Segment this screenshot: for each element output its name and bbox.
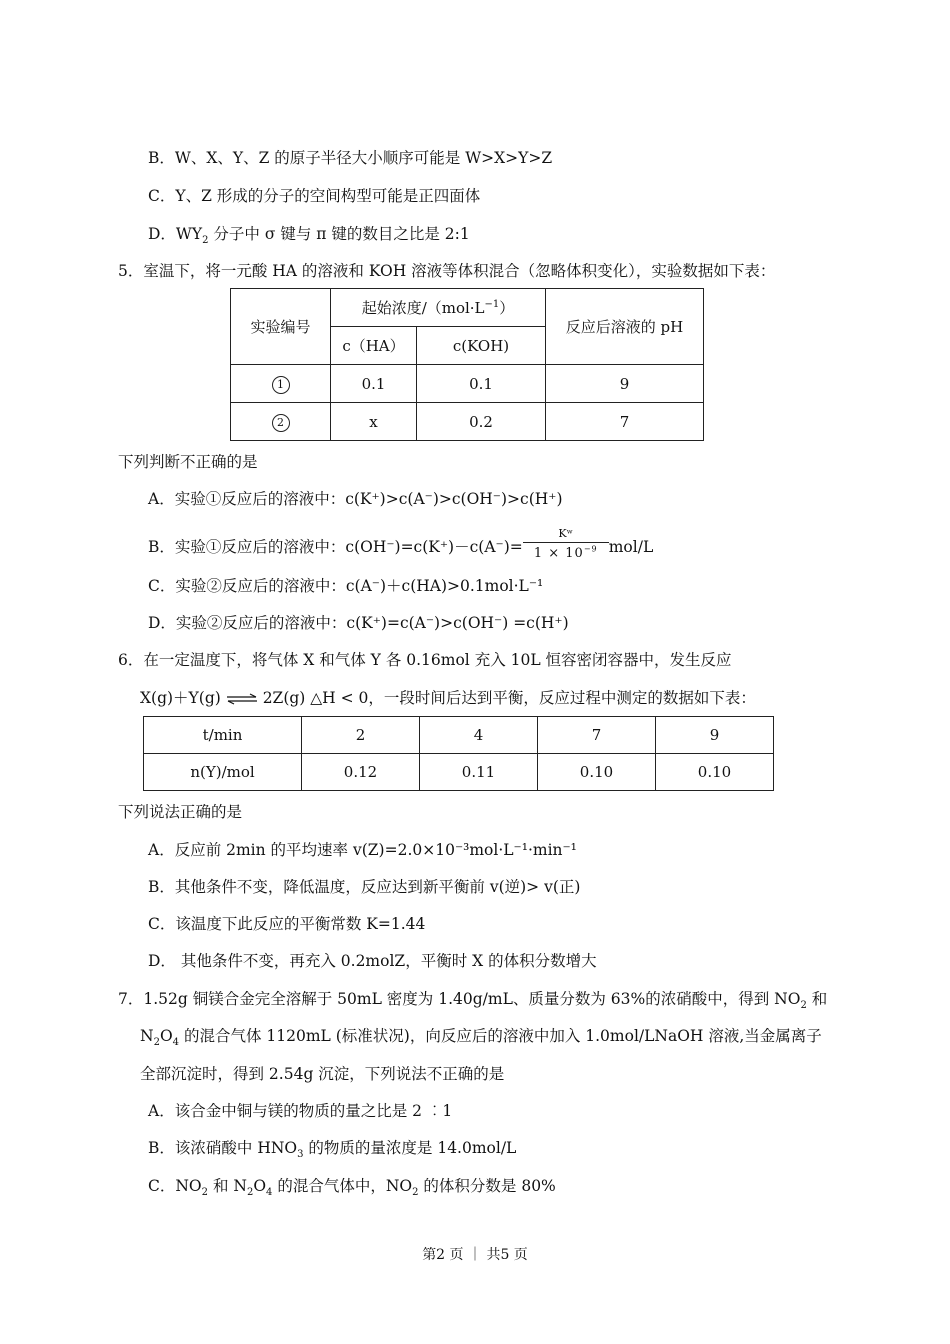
q7-option-c — [148, 1176, 556, 1199]
q7-c-text: O — [253, 1177, 267, 1195]
q6-option-b: B．其他条件不变，降低温度，反应达到新平衡前 v(逆)> v(正) — [148, 878, 581, 896]
q4-option-b: B．W、X、Y、Z 的原子半径大小顺序可能是 W>X>Y>Z — [148, 149, 553, 167]
q7-text: N — [140, 1027, 154, 1045]
q6-ny-cell: 0.10 — [656, 754, 774, 791]
q7-text: O — [159, 1027, 173, 1045]
q5-option-d: D．实验②反应后的溶液中：c(K⁺)=c(A⁻)>c(OH⁻) =c(H⁺) — [148, 614, 569, 632]
q4-d-text: D．WY — [148, 225, 203, 243]
q7-stem-line2 — [140, 1026, 822, 1049]
circled-number: 2 — [272, 414, 290, 432]
q6-time-cell: 4 — [420, 717, 538, 754]
q6-equation — [140, 688, 756, 708]
q5-row2-id — [231, 403, 331, 441]
fraction-numerator: Kʷ — [558, 527, 574, 540]
q6-ny-cell: 0.12 — [302, 754, 420, 791]
q6-ny-cell: 0.10 — [538, 754, 656, 791]
q5-header-concentration — [331, 289, 546, 327]
q6-option-d: D． 其他条件不变，再充入 0.2molZ，平衡时 X 的体积分数增大 — [148, 952, 597, 970]
q5-b-unit: mol/L — [608, 538, 654, 556]
q4-option-d — [148, 224, 470, 247]
q4-d-text-2: 分子中 σ 键与 π 键的数目之比是 2:1 — [208, 225, 470, 243]
q7-c-sub: 2 — [412, 1187, 419, 1199]
q5-row1-ha: 0.1 — [331, 365, 417, 403]
q5-row2-ph: 7 — [546, 403, 704, 441]
table-row — [231, 403, 704, 441]
q6-time-cell: 7 — [538, 717, 656, 754]
q6-time-cell: 2 — [302, 717, 420, 754]
q7-c-sub: 2 — [201, 1187, 209, 1199]
q6-ny-cell: 0.11 — [420, 754, 538, 791]
q7-b-text: B．该浓硝酸中 HNO — [148, 1139, 298, 1157]
q7-text: 和 — [806, 990, 828, 1008]
q7-c-text: 的体积分数是 80% — [418, 1177, 556, 1195]
q7-option-b — [148, 1138, 517, 1161]
table-row — [144, 717, 774, 754]
q5-table — [230, 288, 704, 441]
q7-sub: 2 — [153, 1037, 160, 1049]
equilibrium-arrow-icon — [226, 693, 258, 705]
q5-header-ha: c（HA） — [331, 327, 417, 365]
q6-header-time: t/min — [144, 717, 302, 754]
table-row — [231, 365, 704, 403]
q6-time-cell: 9 — [656, 717, 774, 754]
q5-row1-koh: 0.1 — [417, 365, 546, 403]
q7-stem-line1 — [118, 989, 828, 1012]
q5-row1-id — [231, 365, 331, 403]
q5-b-text: B．实验①反应后的溶液中：c(OH⁻)=c(K⁺)－c(A⁻)= — [148, 538, 523, 556]
q5-row1-ph: 9 — [546, 365, 704, 403]
eq-right: 2Z(g) △H < 0，一段时间后达到平衡，反应过程中测定的数据如下表： — [262, 689, 756, 707]
q7-option-a: A．该合金中铜与镁的物质的量之比是 2 ︰1 — [148, 1102, 453, 1120]
page-footer: 第2 页 ｜ 共5 页 — [422, 1247, 528, 1263]
q4-d-sub: 2 — [202, 235, 209, 247]
kw-fraction — [523, 526, 609, 562]
q6-header-ny: n(Y)/mol — [144, 754, 302, 791]
q7-c-sub: 4 — [266, 1187, 273, 1199]
q7-text: 的混合气体 1120mL (标准状况)，向反应后的溶液中加入 1.0mol/LNaOH 溶液,当金属离子 — [179, 1027, 822, 1045]
q5-row2-ha: x — [331, 403, 417, 441]
q5-stem: 5．室温下，将一元酸 HA 的溶液和 KOH 溶液等体积混合（忽略体积变化），实验数据如下表： — [118, 262, 776, 280]
q7-c-text: C．NO — [148, 1177, 202, 1195]
q7-b-text-2: 的物质的量浓度是 14.0mol/L — [303, 1139, 517, 1157]
q6-option-c: C．该温度下此反应的平衡常数 K=1.44 — [148, 915, 426, 933]
fraction-denominator — [523, 544, 609, 564]
circled-number: 1 — [272, 376, 290, 394]
den-exp: −9 — [583, 544, 598, 554]
q5-conc-end: ） — [499, 299, 515, 317]
q7-sub: 2 — [800, 1000, 807, 1012]
q7-sub: 4 — [172, 1037, 180, 1049]
eq-left: X(g)＋Y(g) — [140, 689, 221, 707]
q5-row2-koh: 0.2 — [417, 403, 546, 441]
q7-stem-line3: 全部沉淀时，得到 2.54g 沉淀，下列说法不正确的是 — [140, 1065, 505, 1083]
q6-option-a: A．反应前 2min 的平均速率 v(Z)=2.0×10⁻³mol·L⁻¹·min⁻¹ — [148, 841, 577, 859]
q5-prompt: 下列判断不正确的是 — [118, 453, 258, 471]
q4-option-c: C．Y、Z 形成的分子的空间构型可能是正四面体 — [148, 187, 481, 205]
q5-option-b — [148, 527, 654, 562]
q7-c-text: 的混合气体中，NO — [272, 1177, 413, 1195]
q5-option-a: A．实验①反应后的溶液中：c(K⁺)>c(A⁻)>c(OH⁻)>c(H⁺) — [148, 490, 563, 508]
table-row — [144, 754, 774, 791]
q5-conc-label: 起始浓度/（mol·L — [361, 299, 485, 317]
q7-text: 7．1.52g 铜镁合金完全溶解于 50mL 密度为 1.40g/mL、质量分数为 63%的浓硝酸中，得到 NO — [118, 990, 801, 1008]
q6-prompt: 下列说法正确的是 — [118, 803, 243, 821]
q7-c-sub: 2 — [246, 1187, 254, 1199]
q5-header-koh: c(KOH) — [417, 327, 546, 365]
q5-header-ph: 反应后溶液的 pH — [546, 289, 704, 365]
q7-b-sub: 3 — [297, 1149, 304, 1161]
q5-conc-sup: −1 — [484, 299, 500, 310]
q6-table — [143, 716, 774, 791]
den-base: 1 × 10 — [533, 546, 584, 561]
q6-stem: 6．在一定温度下，将气体 X 和气体 Y 各 0.16mol 充入 10L 恒容密闭容器中，发生反应 — [118, 651, 732, 669]
q7-c-text: 和 N — [208, 1177, 247, 1195]
q5-option-c: C．实验②反应后的溶液中：c(A⁻)＋c(HA)>0.1mol·L⁻¹ — [148, 577, 544, 595]
q5-header-experiment: 实验编号 — [231, 289, 331, 365]
